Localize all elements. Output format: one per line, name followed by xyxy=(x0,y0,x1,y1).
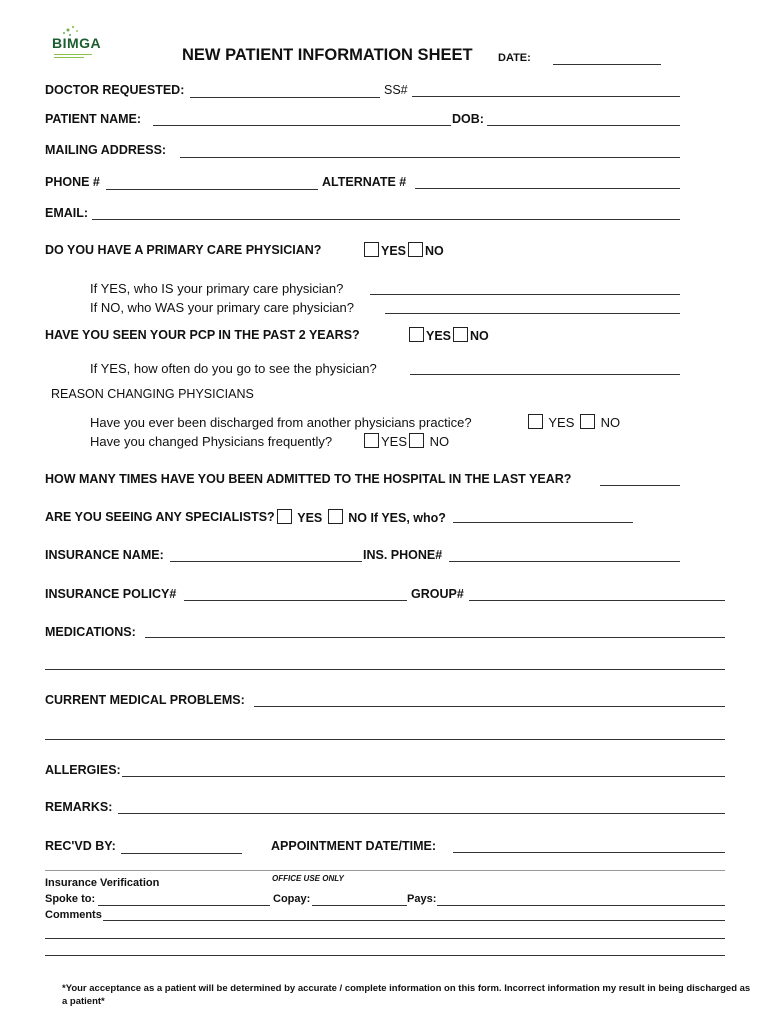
how-often-field[interactable] xyxy=(410,374,680,375)
patient-name-field[interactable] xyxy=(153,125,451,126)
medications-field-2[interactable] xyxy=(45,669,725,670)
discharged-choices xyxy=(526,414,620,430)
group-field[interactable] xyxy=(469,600,725,601)
medications-label: MEDICATIONS: xyxy=(45,625,136,639)
specialists-yes-checkbox[interactable] xyxy=(277,509,292,524)
ss-label: SS# xyxy=(384,83,408,97)
pays-label: Pays: xyxy=(407,893,437,905)
footer-note: *Your acceptance as a patient will be determined by accurate / complete information on this form. Incorrect information my result in being discharged as a patient* xyxy=(62,983,751,1007)
seen-pcp-question: HAVE YOU SEEN YOUR PCP IN THE PAST 2 YEARS? xyxy=(45,328,360,342)
specialists-yes-label: YES xyxy=(297,511,323,525)
pcp-yes-checkbox[interactable] xyxy=(364,242,379,257)
remarks-label: REMARKS: xyxy=(45,800,113,814)
doctor-requested-label: DOCTOR REQUESTED: xyxy=(45,83,185,97)
pays-field[interactable] xyxy=(437,905,725,906)
discharged-question: Have you ever been discharged from another physicians practice? xyxy=(90,415,472,430)
pcp-yes-question: If YES, who IS your primary care physician? xyxy=(90,281,344,296)
seen-pcp-yes-checkbox[interactable] xyxy=(409,327,424,342)
current-pcp-field[interactable] xyxy=(370,294,680,295)
discharged-no-label: NO xyxy=(600,415,621,430)
ins-phone-label: INS. PHONE# xyxy=(363,548,443,562)
changed-choices xyxy=(362,433,449,449)
pcp-question: DO YOU HAVE A PRIMARY CARE PHYSICIAN? xyxy=(45,243,322,257)
seen-pcp-no-checkbox[interactable] xyxy=(453,327,468,342)
changed-no-label: NO xyxy=(429,434,450,449)
specialists-field[interactable] xyxy=(453,522,633,523)
specialists-choices xyxy=(275,509,446,525)
ins-phone-field[interactable] xyxy=(449,561,680,562)
admitted-field[interactable] xyxy=(600,485,680,486)
allergies-label: ALLERGIES: xyxy=(45,763,121,777)
comments-label: Comments xyxy=(45,909,102,921)
pcp-no-question: If NO, who WAS your primary care physician? xyxy=(90,300,354,315)
email-field[interactable] xyxy=(92,219,680,220)
clinic-logo xyxy=(48,24,100,64)
current-problems-field-2[interactable] xyxy=(45,739,725,740)
office-use-label: OFFICE USE ONLY xyxy=(272,874,344,883)
appointment-label: APPOINTMENT DATE/TIME: xyxy=(271,839,437,853)
specialists-no-checkbox[interactable] xyxy=(328,509,343,524)
insurance-name-label: INSURANCE NAME: xyxy=(45,548,164,562)
logo-text: BIMGA xyxy=(52,35,102,51)
pcp-yes-label: YES xyxy=(381,244,407,258)
insurance-verification-label: Insurance Verification xyxy=(45,877,160,889)
dob-label: DOB: xyxy=(452,112,484,126)
discharged-yes-checkbox[interactable] xyxy=(528,414,543,429)
comments-field-2[interactable] xyxy=(45,938,725,939)
appointment-field[interactable] xyxy=(453,852,725,853)
comments-field[interactable] xyxy=(103,920,725,921)
date-field[interactable] xyxy=(553,64,661,65)
current-problems-label: CURRENT MEDICAL PROBLEMS: xyxy=(45,693,245,707)
discharged-yes-label: YES xyxy=(548,415,575,430)
previous-pcp-field[interactable] xyxy=(385,313,680,314)
alternate-label: ALTERNATE # xyxy=(322,175,407,189)
page-title: NEW PATIENT INFORMATION SHEET xyxy=(182,46,473,64)
medications-field[interactable] xyxy=(145,637,725,638)
allergies-field[interactable] xyxy=(122,776,725,777)
specialists-question: ARE YOU SEEING ANY SPECIALISTS? xyxy=(45,510,275,524)
how-often-question: If YES, how often do you go to see the physician? xyxy=(90,361,377,376)
seen-pcp-no-label: NO xyxy=(470,329,489,343)
recvd-by-field[interactable] xyxy=(121,853,242,854)
seen-pcp-choices xyxy=(407,327,489,343)
group-label: GROUP# xyxy=(411,587,464,601)
discharged-no-checkbox[interactable] xyxy=(580,414,595,429)
current-problems-field[interactable] xyxy=(254,706,725,707)
mailing-address-label: MAILING ADDRESS: xyxy=(45,143,167,157)
patient-name-label: PATIENT NAME: xyxy=(45,112,142,126)
date-label: DATE: xyxy=(498,52,531,64)
copay-field[interactable] xyxy=(312,905,407,906)
insurance-policy-label: INSURANCE POLICY# xyxy=(45,587,177,601)
reason-changing-heading: REASON CHANGING PHYSICIANS xyxy=(51,387,254,401)
mailing-address-field[interactable] xyxy=(180,157,680,158)
spoke-to-label: Spoke to: xyxy=(45,893,96,905)
changed-yes-label: YES xyxy=(381,434,408,449)
insurance-name-field[interactable] xyxy=(170,561,362,562)
phone-field[interactable] xyxy=(106,189,318,190)
admitted-question: HOW MANY TIMES HAVE YOU BEEN ADMITTED TO THE HOSPITAL IN THE LAST YEAR? xyxy=(45,472,572,486)
copay-label: Copay: xyxy=(273,893,311,905)
seen-pcp-yes-label: YES xyxy=(426,329,452,343)
office-divider xyxy=(45,870,725,871)
email-label: EMAIL: xyxy=(45,206,89,220)
ss-field[interactable] xyxy=(412,96,680,97)
pcp-no-checkbox[interactable] xyxy=(408,242,423,257)
pcp-choices xyxy=(362,242,444,258)
alternate-phone-field[interactable] xyxy=(415,188,680,189)
remarks-field[interactable] xyxy=(118,813,725,814)
comments-field-3[interactable] xyxy=(45,955,725,956)
insurance-policy-field[interactable] xyxy=(184,600,407,601)
logo-subtitle xyxy=(54,52,92,58)
phone-label: PHONE # xyxy=(45,175,100,189)
recvd-by-label: REC'VD BY: xyxy=(45,839,116,853)
doctor-requested-field[interactable] xyxy=(190,97,380,98)
pcp-no-label: NO xyxy=(425,244,444,258)
changed-yes-checkbox[interactable] xyxy=(364,433,379,448)
changed-question: Have you changed Physicians frequently? xyxy=(90,434,333,449)
changed-no-checkbox[interactable] xyxy=(409,433,424,448)
specialists-who-label: NO If YES, who? xyxy=(348,511,446,525)
spoke-to-field[interactable] xyxy=(98,905,270,906)
dob-field[interactable] xyxy=(487,125,680,126)
